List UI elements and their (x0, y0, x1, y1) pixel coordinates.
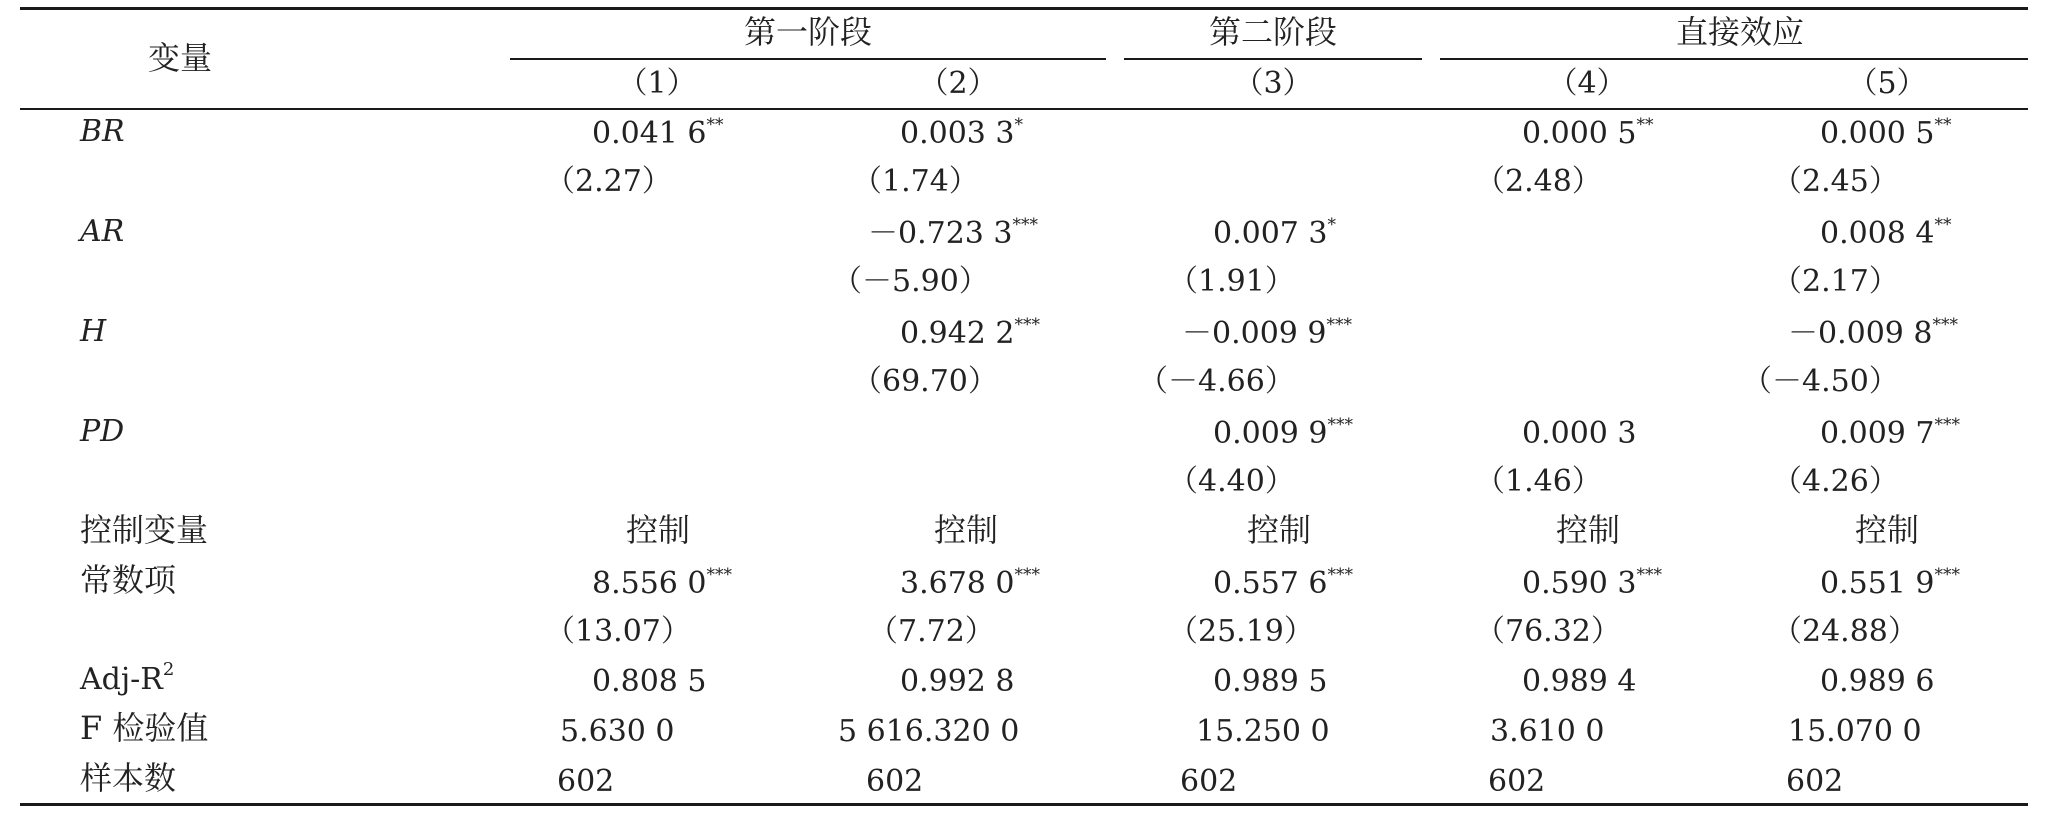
const-col5-coef: 0.551 9*** (1820, 565, 1961, 601)
row-label-controls: 控制变量 (80, 511, 209, 549)
group-rule-direct (1440, 58, 2028, 60)
ar-col3-tstat: （1.91） (1168, 264, 1295, 299)
ftest-col2: 5 616.320 0 (838, 714, 1020, 749)
header-group-direct: 直接效应 (1675, 13, 1805, 51)
ftest-col1: 5.630 0 (560, 714, 675, 749)
pd-col3-tstat: （4.40） (1168, 464, 1295, 499)
header-group-stage1: 第一阶段 (743, 13, 873, 51)
h-col5-tstat: （－4.50） (1742, 364, 1899, 399)
br-col5-coef: 0.000 5** (1820, 115, 1952, 151)
br-col4-tstat: （2.48） (1475, 164, 1602, 199)
ftest-col4: 3.610 0 (1490, 714, 1605, 749)
adjr2-col5: 0.989 6 (1820, 664, 1935, 699)
const-col2-coef: 3.678 0*** (900, 565, 1041, 601)
group-rule-stage1 (510, 58, 1106, 60)
const-col3-coef: 0.557 6*** (1213, 565, 1354, 601)
adjr2-col4: 0.989 4 (1522, 664, 1637, 699)
const-col5-tstat: （24.88） (1772, 614, 1918, 649)
br-col2-coef: 0.003 3* (900, 115, 1024, 151)
br-col5-tstat: （2.45） (1772, 164, 1899, 199)
n-col1: 602 (557, 764, 615, 799)
row-label-constant: 常数项 (80, 561, 177, 599)
n-col5: 602 (1786, 764, 1844, 799)
table-top-rule (20, 7, 2028, 10)
header-col-4: （4） (1547, 66, 1627, 101)
const-col4-coef: 0.590 3*** (1522, 565, 1663, 601)
group-rule-stage2 (1124, 58, 1422, 60)
br-col2-tstat: （1.74） (852, 164, 979, 199)
const-col3-tstat: （25.19） (1168, 614, 1314, 649)
br-col4-coef: 0.000 5** (1522, 115, 1654, 151)
header-bottom-rule (20, 108, 2028, 110)
const-col4-tstat: （76.32） (1475, 614, 1621, 649)
ftest-col3: 15.250 0 (1196, 714, 1330, 749)
controls-col2: 控制 (933, 511, 999, 549)
row-label-sample-size: 样本数 (80, 759, 177, 797)
adjr2-col1: 0.808 5 (592, 664, 707, 699)
ar-col5-coef: 0.008 4** (1820, 215, 1952, 251)
h-col3-tstat: （－4.66） (1138, 364, 1295, 399)
const-col1-tstat: （13.07） (545, 614, 691, 649)
row-label-f-test: F 检验值 (80, 709, 209, 747)
header-col-2: （2） (918, 66, 998, 101)
adjr2-col3: 0.989 5 (1213, 664, 1328, 699)
header-group-stage2: 第二阶段 (1208, 13, 1338, 51)
h-col2-tstat: （69.70） (852, 364, 998, 399)
controls-col3: 控制 (1246, 511, 1312, 549)
h-col2-coef: 0.942 2*** (900, 315, 1041, 351)
h-col5-coef: －0.009 8*** (1788, 315, 1959, 351)
row-label-ar: AR (80, 214, 125, 249)
const-col2-tstat: （7.72） (868, 614, 995, 649)
pd-col5-coef: 0.009 7*** (1820, 415, 1961, 451)
header-variable: 变量 (148, 39, 213, 77)
controls-col1: 控制 (625, 511, 691, 549)
pd-col5-tstat: （4.26） (1772, 464, 1899, 499)
h-col3-coef: －0.009 9*** (1182, 315, 1353, 351)
row-label-pd: PD (80, 414, 125, 449)
pd-col4-coef: 0.000 3 (1522, 416, 1637, 451)
ftest-col5: 15.070 0 (1788, 714, 1922, 749)
ar-col3-coef: 0.007 3* (1213, 215, 1337, 251)
header-col-5: （5） (1847, 66, 1927, 101)
row-label-br: BR (80, 114, 125, 149)
controls-col4: 控制 (1555, 511, 1621, 549)
header-col-1: （1） (617, 66, 697, 101)
ar-col2-tstat: （－5.90） (832, 264, 989, 299)
br-col1-tstat: （2.27） (545, 164, 672, 199)
pd-col4-tstat: （1.46） (1475, 464, 1602, 499)
header-col-3: （3） (1233, 66, 1313, 101)
br-col1-coef: 0.041 6** (592, 115, 724, 151)
adjr2-col2: 0.992 8 (900, 664, 1015, 699)
const-col1-coef: 8.556 0*** (592, 565, 733, 601)
pd-col3-coef: 0.009 9*** (1213, 415, 1354, 451)
n-col3: 602 (1180, 764, 1238, 799)
row-label-h: H (80, 314, 107, 349)
controls-col5: 控制 (1854, 511, 1920, 549)
ar-col5-tstat: （2.17） (1772, 264, 1899, 299)
table-bottom-rule (20, 803, 2028, 806)
n-col2: 602 (866, 764, 924, 799)
ar-col2-coef: －0.723 3*** (868, 215, 1039, 251)
n-col4: 602 (1488, 764, 1546, 799)
row-label-adj-r2: Adj-$R^2$ (80, 659, 175, 697)
